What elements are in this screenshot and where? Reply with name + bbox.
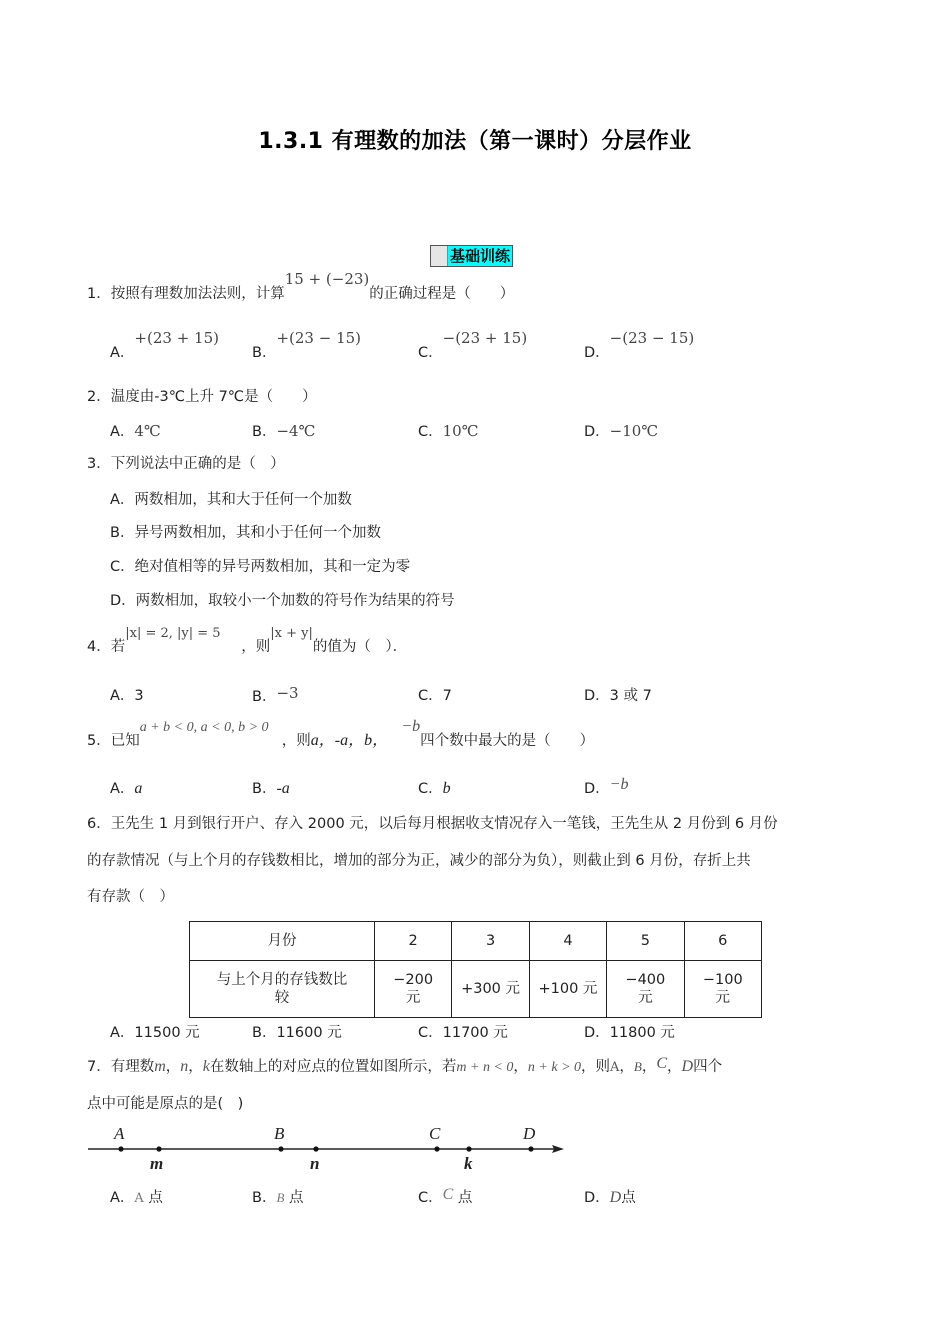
- option-label: B．: [252, 689, 277, 705]
- stem-text: 有理数: [110, 1059, 155, 1075]
- option-b[interactable]: [252, 779, 290, 799]
- option-label: A．: [110, 1190, 135, 1206]
- table-header-row: [190, 922, 762, 961]
- cell-line: 元: [405, 990, 421, 1006]
- math-var: D: [681, 1058, 694, 1075]
- point-label-d: D: [523, 1124, 536, 1143]
- section-tag: [430, 245, 513, 267]
- option-math: +(23 + 15): [134, 329, 219, 347]
- option-math: D: [609, 1189, 622, 1206]
- option-text: 7: [442, 688, 452, 704]
- option-math: -a: [276, 780, 290, 797]
- question-3-stem: [87, 454, 285, 474]
- point-label-m: m: [150, 1154, 164, 1173]
- math-expression: |x + y|: [270, 626, 313, 641]
- math-expression: m + n < 0: [456, 1060, 514, 1075]
- table-cell: [607, 961, 684, 1018]
- option-text: 两数相加，其和大于任何一个加数: [134, 492, 352, 508]
- option-math: B: [276, 1190, 285, 1205]
- option-math: −3: [276, 684, 299, 702]
- stem-text: ，: [641, 1059, 657, 1075]
- option-d[interactable]: [110, 591, 455, 611]
- math-expression: n + k > 0: [527, 1060, 582, 1075]
- option-c[interactable]: [418, 1188, 472, 1208]
- question-5-stem: [87, 718, 595, 752]
- option-c[interactable]: [418, 779, 451, 799]
- option-label: D．: [584, 781, 610, 797]
- math-expression: a + b < 0, a < 0, b > 0: [139, 720, 269, 735]
- question-number: 7．: [87, 1059, 111, 1075]
- option-a[interactable]: [110, 1023, 200, 1043]
- option-text: 11500 元: [134, 1025, 200, 1041]
- option-math: −(23 − 15): [609, 329, 695, 347]
- cell-line: 元: [715, 990, 731, 1006]
- option-label: B．: [252, 1190, 277, 1206]
- cell-line: +100 元: [538, 981, 598, 997]
- option-text: 3 或 7: [609, 688, 652, 704]
- question-number: 1．: [87, 286, 111, 302]
- option-label: A．: [110, 1025, 135, 1041]
- option-label: A．: [110, 345, 135, 361]
- option-label: C．: [110, 559, 135, 575]
- question-number: 6．: [87, 816, 111, 832]
- number-line-figure: [86, 1124, 566, 1180]
- option-label: A．: [110, 492, 135, 508]
- option-math: −(23 + 15): [442, 329, 528, 347]
- math-var: m: [154, 1058, 166, 1075]
- stem-text: ，: [165, 1059, 181, 1075]
- math-expression: 15 + (−23): [284, 270, 370, 288]
- table-cell: 5: [607, 922, 684, 961]
- stem-text: ，则: [241, 639, 271, 655]
- stem-text: ，: [619, 1059, 634, 1075]
- question-number: 4．: [87, 639, 111, 655]
- option-label: B．: [110, 525, 135, 541]
- savings-table: [189, 921, 762, 1018]
- option-math: A: [134, 1191, 144, 1206]
- option-b[interactable]: [110, 523, 381, 543]
- math-expression: −b: [401, 718, 421, 735]
- question-1-stem: [87, 270, 515, 304]
- option-text: 点: [289, 1190, 304, 1206]
- option-math: a: [134, 780, 143, 797]
- option-label: C．: [418, 1025, 443, 1041]
- stem-text: 在数轴上的对应点的位置如图所示，若: [209, 1059, 457, 1075]
- option-text: 两数相加，取较小一个加数的符号作为结果的符号: [135, 593, 455, 609]
- stem-text: 的值为（ ）．: [312, 639, 408, 655]
- option-label: C．: [418, 424, 443, 440]
- option-c[interactable]: [418, 329, 528, 363]
- point-label-b: B: [274, 1124, 285, 1143]
- math-var: B: [633, 1059, 642, 1074]
- cell-line: −100: [702, 972, 743, 988]
- section-tag-box: [431, 246, 448, 266]
- question-6-stem-line-1: [87, 814, 778, 834]
- stem-text: 的正确过程是（ ）: [369, 286, 515, 302]
- question-6-stem-line-3: 有存款（ ）: [87, 889, 174, 905]
- stem-text: 四个数中最大的是（ ）: [420, 733, 595, 749]
- point-label-n: n: [310, 1154, 320, 1173]
- option-label: D．: [110, 593, 136, 609]
- question-6-stem-line-2: 的存款情况（与上个月的存钱数相比，增加的部分为正，减少的部分为负），则截止到 6 月份，存折上共: [87, 853, 751, 869]
- option-d[interactable]: [584, 686, 652, 706]
- option-a[interactable]: [110, 779, 142, 799]
- option-text: 点: [457, 1190, 473, 1206]
- stem-text: 下列说法中正确的是（ ）: [110, 456, 285, 472]
- table-cell: [529, 961, 606, 1018]
- option-math: b: [442, 780, 451, 797]
- option-a[interactable]: [110, 686, 144, 706]
- table-row: [190, 961, 762, 1018]
- table-cell: 月份: [190, 922, 375, 961]
- table-cell: 3: [452, 922, 529, 961]
- option-label: C．: [418, 781, 443, 797]
- option-math: +(23 − 15): [276, 329, 362, 347]
- option-d[interactable]: [584, 1188, 636, 1208]
- table-cell: [374, 961, 451, 1018]
- option-label: B．: [252, 424, 277, 440]
- option-b[interactable]: [252, 329, 362, 363]
- option-math: 4℃: [134, 422, 161, 440]
- variable-list: a，-a，b，: [310, 732, 389, 749]
- option-math: −10℃: [609, 422, 659, 440]
- option-label: A．: [110, 781, 135, 797]
- option-b[interactable]: [252, 1188, 304, 1208]
- stem-text: 已知: [110, 733, 140, 749]
- option-d[interactable]: [584, 776, 629, 799]
- option-label: D．: [584, 1025, 610, 1041]
- point-label-c: C: [429, 1124, 441, 1143]
- option-c[interactable]: [418, 1023, 508, 1043]
- table-cell: 6: [684, 922, 761, 961]
- question-7-stem-line-1: [87, 1057, 722, 1078]
- option-c[interactable]: [418, 686, 452, 706]
- option-b[interactable]: [252, 686, 299, 707]
- cell-line: −400: [625, 972, 666, 988]
- option-label: D．: [584, 424, 610, 440]
- option-c[interactable]: [110, 557, 410, 577]
- option-b[interactable]: [252, 421, 315, 442]
- option-text: 3: [134, 688, 144, 704]
- stem-text: 王先生 1 月到银行开户、存入 2000 元，以后每月根据收支情况存入一笔钱，王先生从 2 月份到 6 月份: [110, 816, 778, 832]
- option-a[interactable]: [110, 421, 161, 442]
- option-math: C: [442, 1186, 454, 1203]
- math-var: C: [656, 1055, 668, 1072]
- cell-line: 与上个月的存钱数比: [216, 972, 348, 988]
- option-label: A．: [110, 424, 135, 440]
- math-var: k: [202, 1058, 210, 1075]
- math-var: A: [610, 1060, 620, 1075]
- document-title: 1.3.1 有理数的加法（第一课时）分层作业: [258, 129, 692, 154]
- stem-text: ，则: [581, 1059, 611, 1075]
- option-label: B．: [252, 345, 277, 361]
- stem-text: ，: [513, 1059, 528, 1075]
- option-text: 点: [148, 1190, 163, 1206]
- option-label: D．: [584, 688, 610, 704]
- question-number: 2．: [87, 389, 111, 405]
- point-label-a: A: [114, 1124, 125, 1143]
- stem-text: 温度由-3℃上升 7℃是（ ）: [110, 389, 317, 405]
- cell-line: 元: [638, 990, 653, 1006]
- table-row-label: [190, 961, 375, 1018]
- table-cell: 4: [529, 922, 606, 961]
- cell-line: −200: [393, 972, 434, 988]
- option-d[interactable]: [584, 1023, 675, 1043]
- table-cell: [684, 961, 761, 1018]
- option-label: C．: [418, 688, 443, 704]
- option-math: −b: [609, 776, 629, 793]
- option-a[interactable]: [110, 490, 352, 510]
- option-d[interactable]: [584, 329, 695, 363]
- option-math: −4℃: [276, 422, 316, 440]
- stem-text: 四个: [693, 1059, 723, 1075]
- point-label-k: k: [464, 1154, 473, 1173]
- option-text: 11700 元: [442, 1025, 508, 1041]
- option-label: B．: [252, 1025, 277, 1041]
- option-label: D．: [584, 345, 610, 361]
- option-label: A．: [110, 688, 135, 704]
- option-a[interactable]: [110, 329, 219, 363]
- option-label: B．: [252, 781, 277, 797]
- cell-line: 较: [274, 990, 290, 1006]
- option-math: 10℃: [442, 422, 479, 440]
- option-c[interactable]: [418, 421, 479, 442]
- math-var: n: [180, 1058, 189, 1075]
- table-cell: [452, 961, 529, 1018]
- option-text: 点: [621, 1190, 636, 1206]
- option-b[interactable]: [252, 1023, 342, 1043]
- section-label: 基础训练: [450, 247, 511, 265]
- option-label: C．: [418, 345, 443, 361]
- option-d[interactable]: [584, 421, 658, 442]
- option-text: 异号两数相加，其和小于任何一个加数: [134, 525, 381, 541]
- table-cell: 2: [374, 922, 451, 961]
- stem-text: ，: [188, 1059, 203, 1075]
- math-expression: |x| = 2, |y| = 5: [125, 626, 221, 641]
- stem-text: 按照有理数加法法则，计算: [110, 286, 285, 302]
- option-label: D．: [584, 1190, 610, 1206]
- option-a[interactable]: [110, 1188, 163, 1209]
- option-text: 11800 元: [609, 1025, 675, 1041]
- option-text: 11600 元: [276, 1025, 342, 1041]
- cell-line: +300 元: [461, 981, 521, 997]
- option-label: C．: [418, 1190, 443, 1206]
- question-number: 3．: [87, 456, 111, 472]
- option-text: 绝对值相等的异号两数相加，其和一定为零: [134, 559, 411, 575]
- question-number: 5．: [87, 733, 111, 749]
- stem-text: 若: [110, 639, 126, 655]
- stem-text: ，则: [281, 733, 311, 749]
- stem-text: ，: [667, 1059, 682, 1075]
- question-7-stem-line-2: 点中可能是原点的是( ): [87, 1096, 244, 1112]
- question-2-stem: [87, 387, 317, 407]
- question-4-stem: [87, 626, 408, 658]
